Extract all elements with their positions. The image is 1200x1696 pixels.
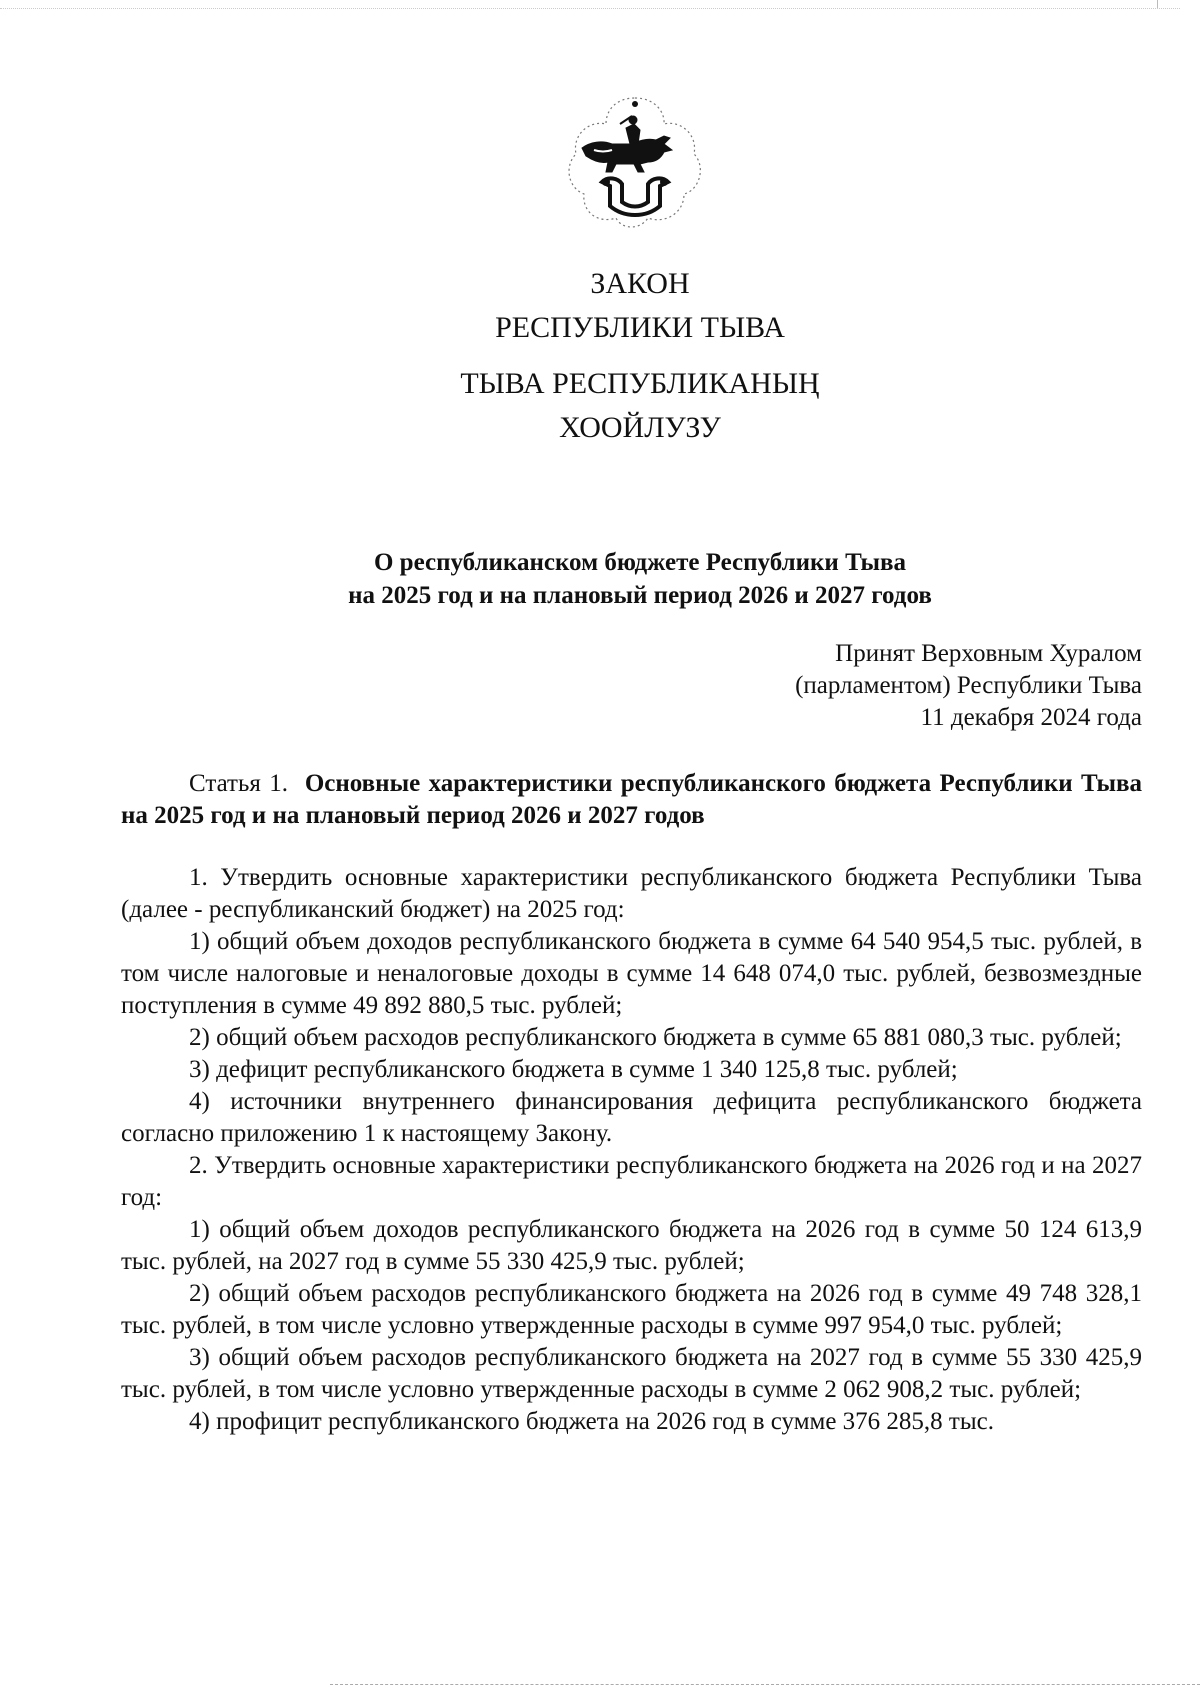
law-header-line2: РЕСПУБЛИКИ ТЫВА bbox=[495, 311, 785, 344]
law-header-line1: ЗАКОН bbox=[590, 267, 690, 300]
article-label: Статья 1. bbox=[189, 770, 289, 797]
law-header-tuvan-line2: ХООЙЛУЗУ bbox=[559, 411, 721, 444]
paragraph: 4) профицит республиканского бюджета на 2026 год в сумме 376 285,8 тыс. bbox=[189, 1408, 994, 1435]
paragraph: 1) общий объем доходов республиканского бюджета в сумме 64 540 954,5 тыс. рублей, в том числе налоговые и неналоговые доходы в сумме 14 648 074,0 тыс. рублей, безвозмездные поступления в сумме 49 892 880,5 тыс. рублей; bbox=[121, 928, 1142, 1019]
paragraph: 4) источники внутреннего финансирования дефицита республиканского бюджета согласно приложению 1 к настоящему Закону. bbox=[121, 1088, 1142, 1147]
adoption-line1: Принят Верховным Хуралом bbox=[835, 640, 1142, 667]
adoption-date: 11 декабря 2024 года bbox=[920, 704, 1142, 731]
law-header bbox=[0, 262, 1200, 350]
paragraph: 1. Утвердить основные характеристики республиканского бюджета Республики Тыва (далее - республиканский бюджет) на 2025 год: bbox=[121, 864, 1142, 923]
scan-tick-mark bbox=[1157, 0, 1158, 8]
article-1-heading bbox=[121, 768, 1142, 832]
document-title-line1: О республиканском бюджете Республики Тыва bbox=[373, 549, 907, 576]
adoption-line2: (парламентом) Республики Тыва bbox=[795, 672, 1142, 699]
law-header-tuvan-line1: ТЫВА РЕСПУБЛИКАНЫҢ bbox=[460, 367, 820, 400]
document-title bbox=[0, 546, 1200, 612]
article-title: Основные характеристики республиканского бюджета Республики Тыва на 2025 год и на плановый период 2026 и 2027 годов bbox=[121, 770, 1142, 829]
scan-edge-bottom bbox=[330, 1684, 1200, 1685]
paragraph: 3) общий объем расходов республиканского бюджета на 2027 год в сумме 55 330 425,9 тыс. рублей, в том числе условно утвержденные расходы в сумме 2 062 908,2 тыс. рублей; bbox=[121, 1344, 1142, 1403]
paragraph: 2) общий объем расходов республиканского бюджета на 2026 год в сумме 49 748 328,1 тыс. рублей, в том числе условно утвержденные расходы в сумме 997 954,0 тыс. рублей; bbox=[121, 1280, 1142, 1339]
paragraph: 1) общий объем доходов республиканского бюджета на 2026 год в сумме 50 124 613,9 тыс. рублей, на 2027 год в сумме 55 330 425,9 тыс. рублей; bbox=[121, 1216, 1142, 1275]
adoption-info bbox=[795, 638, 1142, 734]
article-1-body bbox=[121, 862, 1142, 1438]
paragraph: 3) дефицит республиканского бюджета в сумме 1 340 125,8 тыс. рублей; bbox=[189, 1056, 958, 1083]
document-title-line2: на 2025 год и на плановый период 2026 и 2027 годов bbox=[348, 582, 932, 609]
coat-of-arms-emblem bbox=[560, 90, 710, 235]
paragraph: 2) общий объем расходов республиканского бюджета в сумме 65 881 080,3 тыс. рублей; bbox=[189, 1024, 1122, 1051]
law-header-tuvan bbox=[0, 362, 1200, 450]
paragraph: 2. Утвердить основные характеристики республиканского бюджета на 2026 год и на 2027 год: bbox=[121, 1152, 1142, 1211]
scan-edge-top bbox=[0, 8, 1180, 9]
